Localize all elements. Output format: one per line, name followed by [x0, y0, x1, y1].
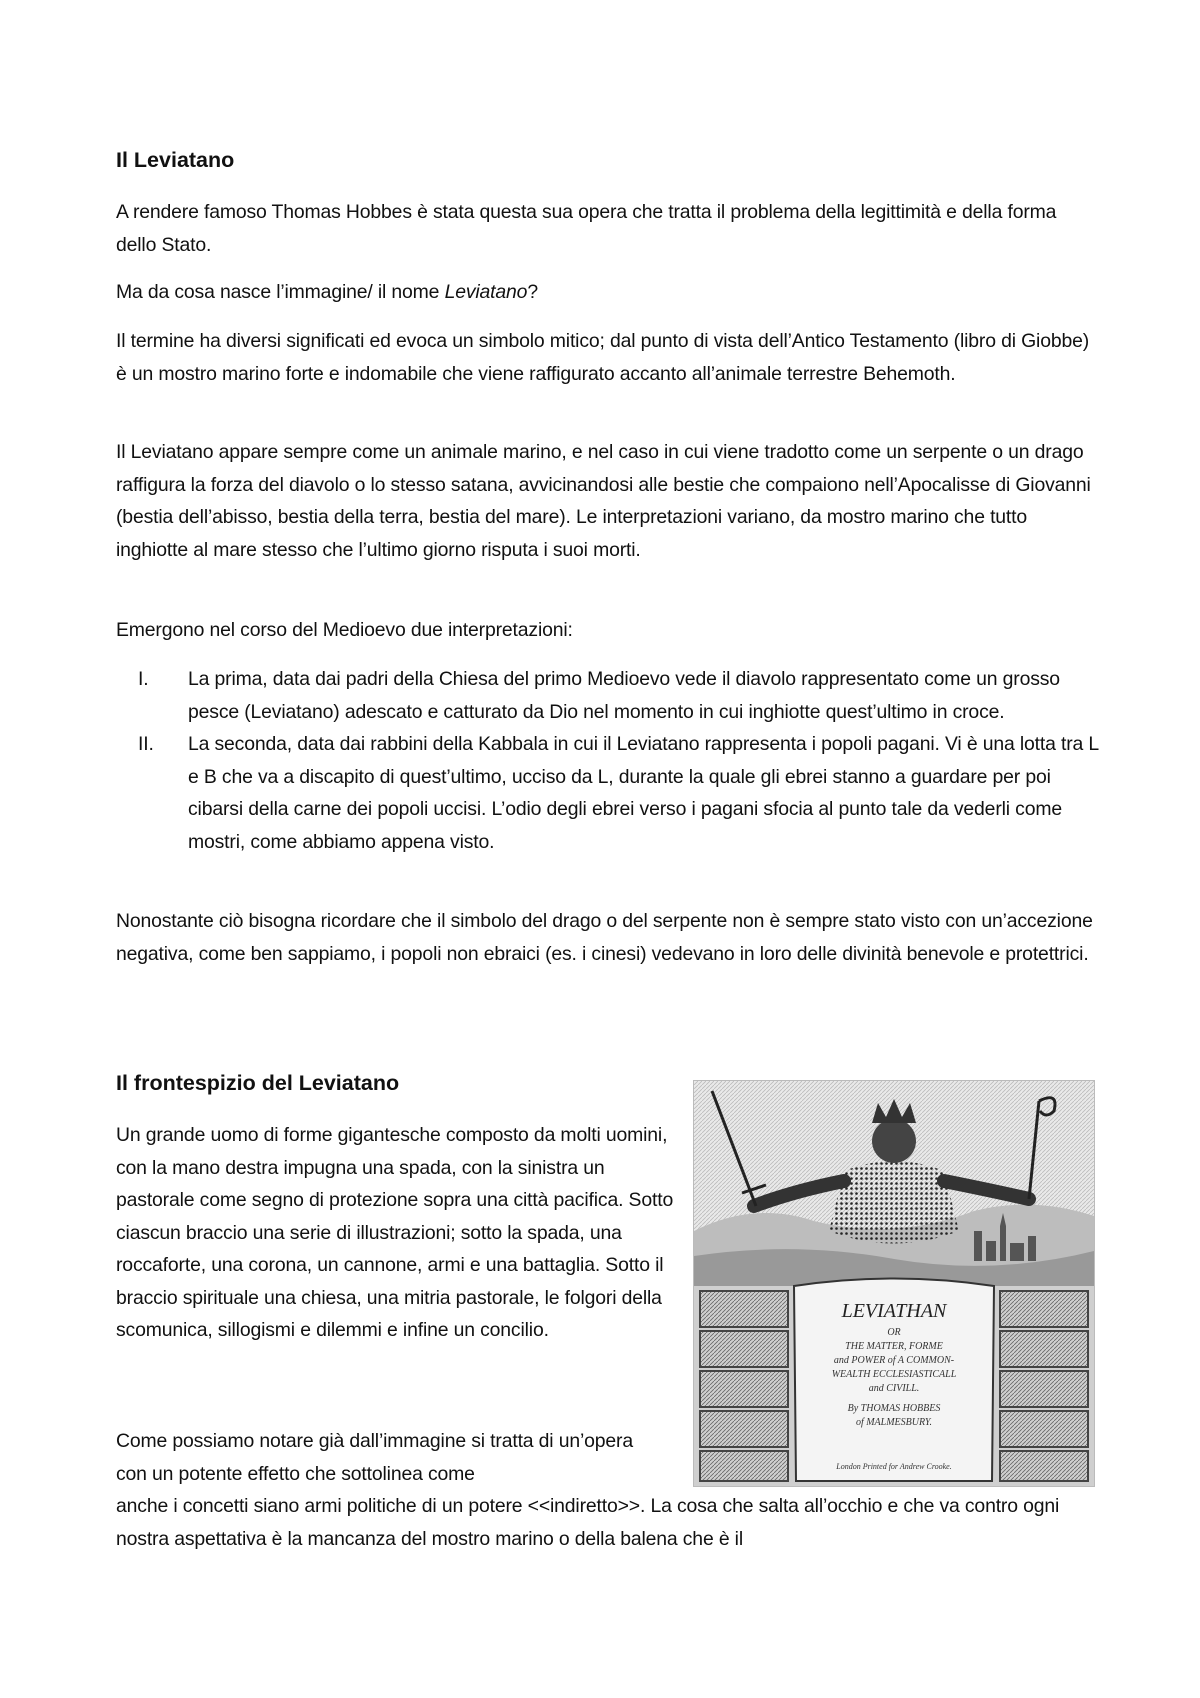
- paragraph-question-mark: ?: [527, 281, 538, 303]
- paragraph-question-text: Ma da cosa nasce l’immagine/ il nome: [116, 281, 445, 303]
- paragraph-meaning: Il termine ha diversi significati ed evoca un simbolo mitico; dal punto di vista dell’Antico Testamento (libro di Giobbe) è un mostro marino forte e indomabile che viene raffigurato accanto all’animale terrestre Behemoth.: [116, 330, 1090, 385]
- list-item: [116, 663, 1106, 728]
- banner-line: OR: [887, 1327, 901, 1338]
- interpretations-list: [116, 663, 1106, 858]
- list-item-number: I.: [138, 668, 149, 690]
- list-item-text: La prima, data dai padri della Chiesa del primo Medioevo vede il diavolo rappresentato come un grosso pesce (Leviatano) adescato e catturato da Dio nel momento in cui inghiotte quest’ultimo in croce.: [188, 668, 1060, 723]
- list-item-number: II.: [138, 733, 154, 755]
- paragraph-frontispiece-description: Un grande uomo di forme gigantesche composto da molti uomini, con la mano destra impugna una spada, con la sinistra un pastorale come segno di protezione sopra una città pacifica. Sotto ciascun braccio una serie di illustrazioni; sotto la spada, una roccaforte, una corona, un cannone, armi e una battaglia. Sotto il braccio spirituale una chiesa, una mitria pastorale, le folgori della scomunica, sillogismi e dilemmi e infine un concilio.: [116, 1124, 674, 1341]
- paragraph-question-italic: Leviatano: [444, 281, 528, 303]
- paragraph-image-note: Come possiamo notare già dall’immagine si tratta di un’opera con un potente effetto che sottolinea come: [116, 1430, 633, 1485]
- section-title-leviatano: Il Leviatano: [116, 148, 235, 172]
- banner-title: LEVIATHAN: [841, 1300, 947, 1322]
- banner-line: and CIVILL.: [868, 1383, 920, 1394]
- paragraph-question: [116, 276, 1091, 309]
- banner-line: and POWER of A COMMON-: [833, 1355, 955, 1366]
- paragraph-dragon-symbol: Nonostante ciò bisogna ricordare che il simbolo del drago o del serpente non è sempre stato visto con un’accezione negativa, come ben sappiamo, i popoli non ebraici (es. i cinesi) vedevano in loro delle divinità benevole e protettrici.: [116, 910, 1093, 965]
- banner-line: THE MATTER, FORME: [845, 1341, 943, 1352]
- paragraph-image-note-continued: anche i concetti siano armi politiche di un potere <<indiretto>>. La cosa che salta all’occhio e che va contro ogni nostra aspettativa è la mancanza del mostro marino o della balena che è il: [116, 1495, 1060, 1550]
- paragraph-intro: A rendere famoso Thomas Hobbes è stata questa sua opera che tratta il problema della legittimità e della forma dello Stato.: [116, 201, 1057, 256]
- frontispiece-engraving: [694, 1081, 1094, 1486]
- list-item-text: La seconda, data dai rabbini della Kabbala in cui il Leviatano rappresenta i popoli pagani. Vi è una lotta tra L e B che va a discapito di quest’ultimo, ucciso da L, durante la quale gli ebrei stanno a guardare per poi cibarsi della carne dei popoli uccisi. L’odio degli ebrei verso i pagani sfocia al punto tale da vederli come mostri, come abbiamo appena visto.: [188, 733, 1099, 853]
- banner-line: WEALTH ECCLESIASTICALL: [831, 1369, 957, 1380]
- paragraph-marine-animal: Il Leviatano appare sempre come un animale marino, e nel caso in cui viene tradotto come un serpente o un drago raffigura la forza del diavolo o lo stesso satana, avvicinandosi alle bestie che compaiono nell’Apocalisse di Giovanni (bestia dell’abisso, bestia della terra, bestia del mare). Le interpretazioni variano, da mostro marino che tutto inghiotte al mare stesso che l’ultimo giorno risputa i suoi morti.: [116, 441, 1091, 561]
- list-item: [116, 728, 1106, 858]
- paragraph-interpretations-intro: Emergono nel corso del Medioevo due interpretazioni:: [116, 619, 573, 641]
- banner-line: By THOMAS HOBBES: [847, 1403, 941, 1414]
- banner-line: of MALMESBURY.: [855, 1417, 933, 1428]
- section-title-frontespizio: Il frontespizio del Leviatano: [116, 1071, 400, 1095]
- banner-footer: London Printed for Andrew Crooke.: [836, 1462, 952, 1471]
- leviathan-frontispiece-image: [693, 1080, 1095, 1487]
